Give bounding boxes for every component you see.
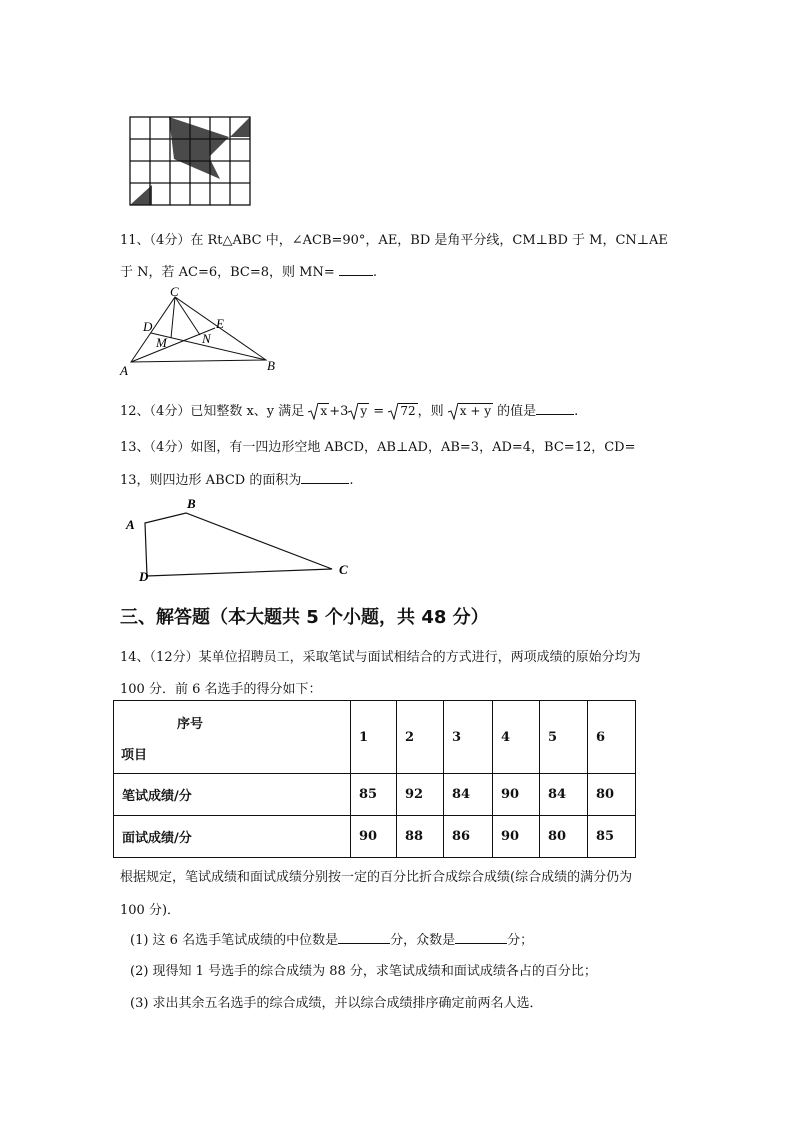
column-header: 5: [540, 701, 588, 774]
grid-figure: [128, 113, 254, 209]
table-cell: 88: [397, 816, 444, 858]
table-cell: 80: [540, 816, 588, 858]
q13-quadrilateral-diagram: [120, 492, 360, 588]
column-header: 2: [397, 701, 444, 774]
table-cell: 90: [493, 774, 540, 816]
table-cell: 90: [351, 816, 397, 858]
table-cell: 85: [351, 774, 397, 816]
table-header-row: [114, 701, 636, 774]
median-answer-blank[interactable]: [338, 931, 390, 944]
table-corner-cell: 序号 项目: [114, 701, 351, 774]
q14-rule-line2: 100 分)．: [120, 903, 181, 918]
quadrilateral-abcd: [145, 513, 332, 576]
q12-answer-blank[interactable]: [536, 402, 574, 415]
q11-text-line2: 于 N，若 AC=6，BC=8，则 MN= .: [120, 265, 378, 280]
q11-triangle-diagram: [116, 286, 288, 378]
sqrt-x-plus-y: x + y: [448, 404, 493, 419]
q11-text-line1: 11、（4分）在 Rt△ABC 中，∠ACB=90°，AE，BD 是角平分线，CM⊥BD 于 M，CN⊥AE: [120, 233, 668, 248]
perpendicular-cn: [175, 297, 200, 335]
table-cell: 92: [397, 774, 444, 816]
q14-part1: (1) 这 6 名选手笔试成绩的中位数是 分，众数是 分；: [130, 933, 534, 948]
score-table: [113, 700, 636, 858]
q11-question: 于 N，若 AC=6，BC=8，则 MN=: [120, 265, 335, 280]
column-header: 6: [588, 701, 636, 774]
table-cell: 84: [540, 774, 588, 816]
q14-part3: (3) 求出其余五名选手的综合成绩，并以综合成绩排序确定前两名人选．: [130, 996, 543, 1011]
table-cell: 80: [588, 774, 636, 816]
row-label: 笔试成绩/分: [114, 774, 351, 816]
shaded-quadrilateral: [169, 117, 229, 179]
q14-text-line1: 14、（12分）某单位招聘员工，采取笔试与面试相结合的方式进行，两项成绩的原始分均为: [120, 650, 641, 665]
label-c: C: [339, 562, 348, 577]
label-n: N: [202, 331, 211, 346]
sqrt-72: 72: [388, 404, 417, 419]
row-label: 面试成绩/分: [114, 816, 351, 858]
section-heading: 三、解答题（本大题共 5 个小题，共 48 分）: [120, 607, 489, 628]
q14-rule-line1: 根据规定，笔试成绩和面试成绩分别按一定的百分比折合成综合成绩(综合成绩的满分仍为: [120, 870, 633, 885]
table-cell: 85: [588, 816, 636, 858]
shaded-triangle-bottom-left: [130, 185, 152, 205]
label-c: C: [170, 286, 179, 299]
q11-answer-blank[interactable]: [339, 263, 373, 276]
table-row: [114, 816, 636, 858]
q14-part2: (2) 现得知 1 号选手的综合成绩为 88 分，求笔试成绩和面试成绩各占的百分比；: [130, 964, 597, 979]
label-d: D: [139, 569, 149, 584]
sqrt-x: x: [308, 404, 329, 419]
label-d: D: [143, 319, 153, 334]
perpendicular-cm: [171, 297, 175, 338]
table-row: [114, 774, 636, 816]
label-b: B: [187, 496, 196, 511]
q14-text-line2: 100 分．前 6 名选手的得分如下：: [120, 682, 322, 697]
q12-text: 12、（4分）已知整数 x、y 满足 x +3 y = 72 ，则 x + y 的值是 .: [120, 404, 579, 419]
label-m: M: [156, 335, 167, 350]
table-cell: 86: [444, 816, 493, 858]
table-cell: 84: [444, 774, 493, 816]
mode-answer-blank[interactable]: [455, 931, 507, 944]
label-b: B: [267, 358, 275, 373]
label-e: E: [216, 316, 224, 331]
column-header: 4: [493, 701, 540, 774]
shaded-triangle-top-right: [230, 117, 250, 137]
table-cell: 90: [493, 816, 540, 858]
q13-text-line1: 13、（4分）如图，有一四边形空地 ABCD，AB⊥AD，AB=3，AD=4，BC=12，CD=: [120, 440, 636, 455]
sqrt-y: y: [348, 404, 369, 419]
q13-answer-blank[interactable]: [301, 471, 349, 484]
column-header: 1: [351, 701, 397, 774]
q13-text-line2: 13，则四边形 ABCD 的面积为 .: [120, 473, 354, 488]
column-header: 3: [444, 701, 493, 774]
label-a: A: [126, 517, 135, 532]
label-a: A: [120, 363, 128, 378]
